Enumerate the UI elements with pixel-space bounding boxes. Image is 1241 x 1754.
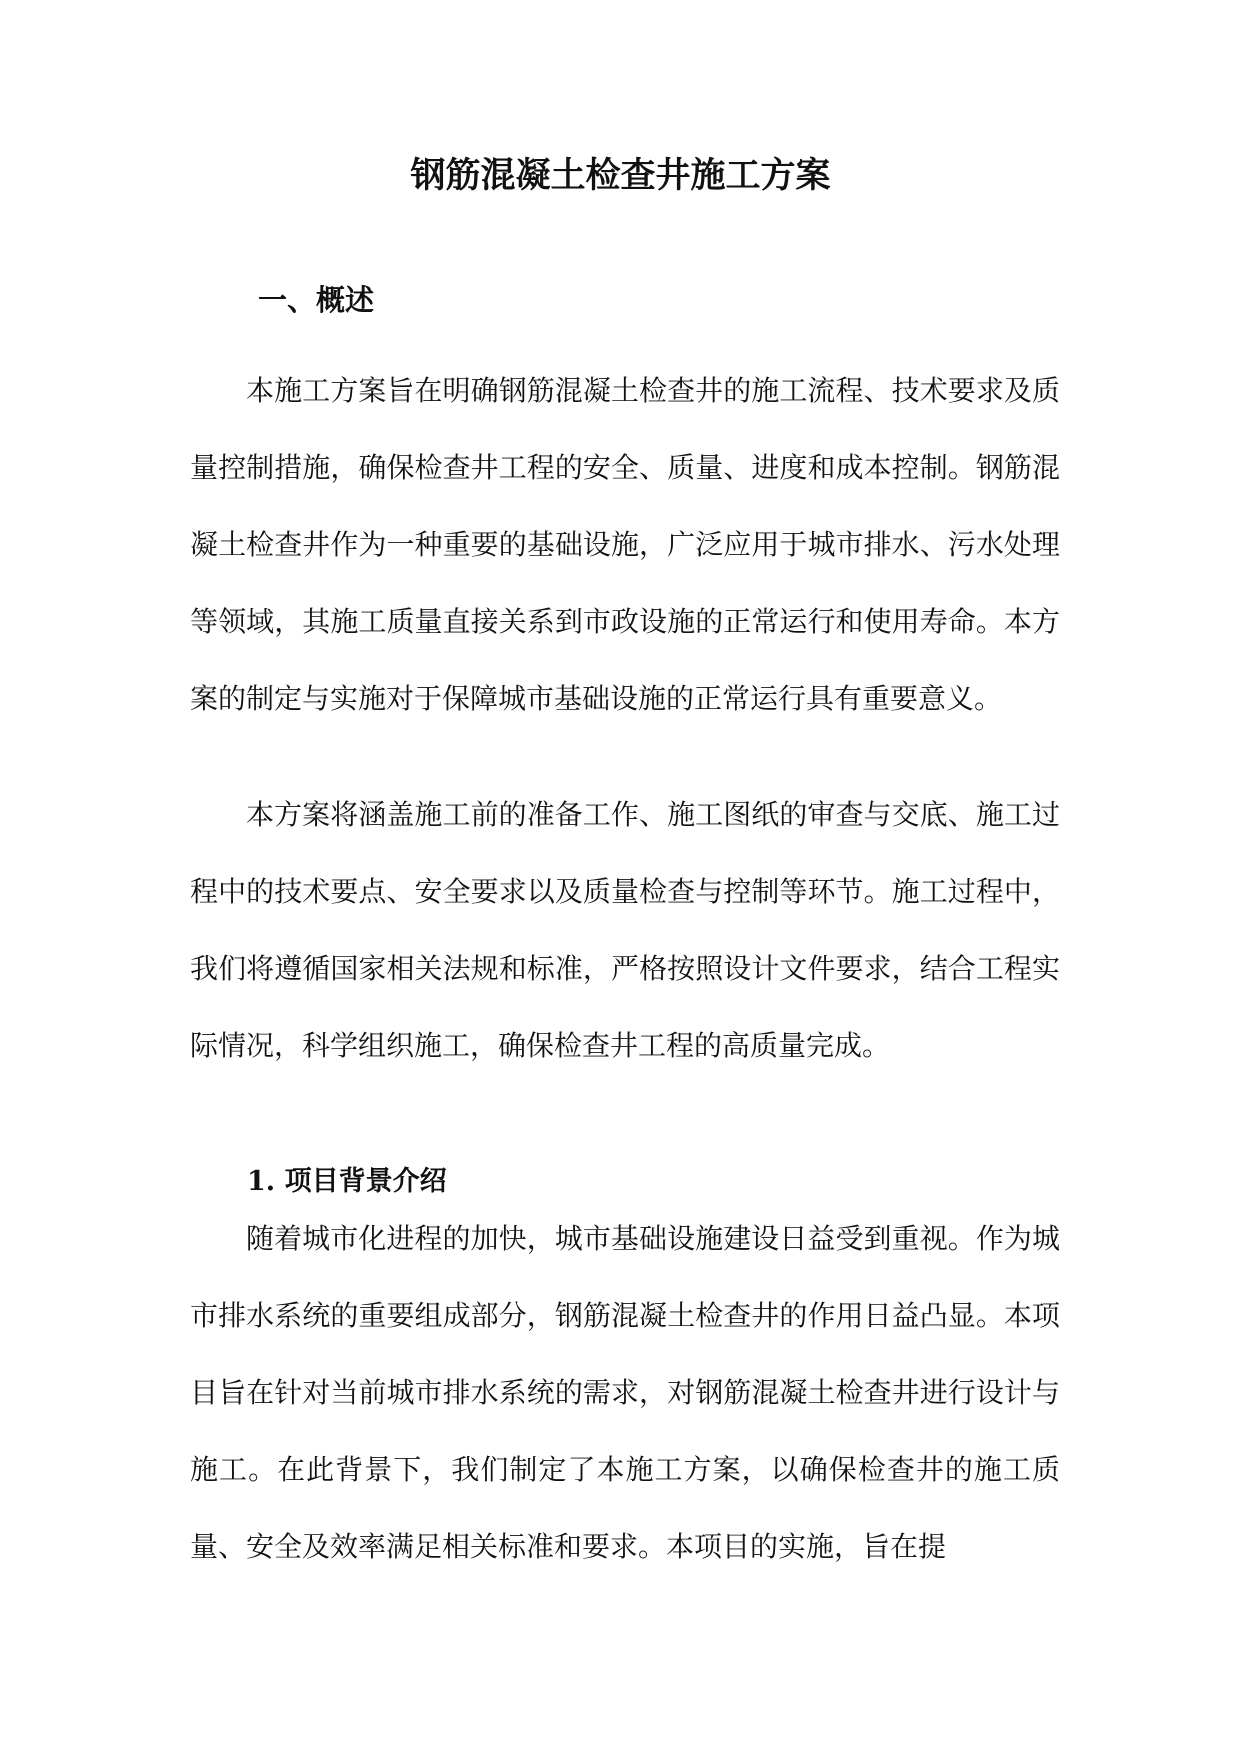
- document-title: 钢筋混凝土检查井施工方案: [410, 155, 831, 196]
- overview-paragraph-2: 本方案将涵盖施工前的准备工作、施工图纸的审查与交底、施工过程中的技术要点、安全要求以及质量检查与控制等环节。施工过程中，我们将遵循国家相关法规和标准，严格按照设计文件要求，结合工程实际情况，科学组织施工，确保检查井工程的高质量完成。: [190, 798, 1060, 1062]
- project-background-paragraph: 随着城市化进程的加快，城市基础设施建设日益受到重视。作为城市排水系统的重要组成部分，钢筋混凝土检查井的作用日益凸显。本项目旨在针对当前城市排水系统的需求，对钢筋混凝土检查井进行设计与施工。在此背景下，我们制定了本施工方案，以确保检查井的施工质量、安全及效率满足相关标准和要求。本项目的实施，旨在提: [190, 1222, 1060, 1563]
- subsection-heading-project-background: 1. 项目背景介绍: [247, 1166, 447, 1197]
- section-heading-overview: 一、概述: [258, 283, 375, 317]
- overview-paragraph-1: 本施工方案旨在明确钢筋混凝土检查井的施工流程、技术要求及质量控制措施，确保检查井工程的安全、质量、进度和成本控制。钢筋混凝土检查井作为一种重要的基础设施，广泛应用于城市排水、污水处理等领域，其施工质量直接关系到市政设施的正常运行和使用寿命。本方案的制定与实施对于保障城市基础设施的正常运行具有重要意义。: [190, 374, 1060, 715]
